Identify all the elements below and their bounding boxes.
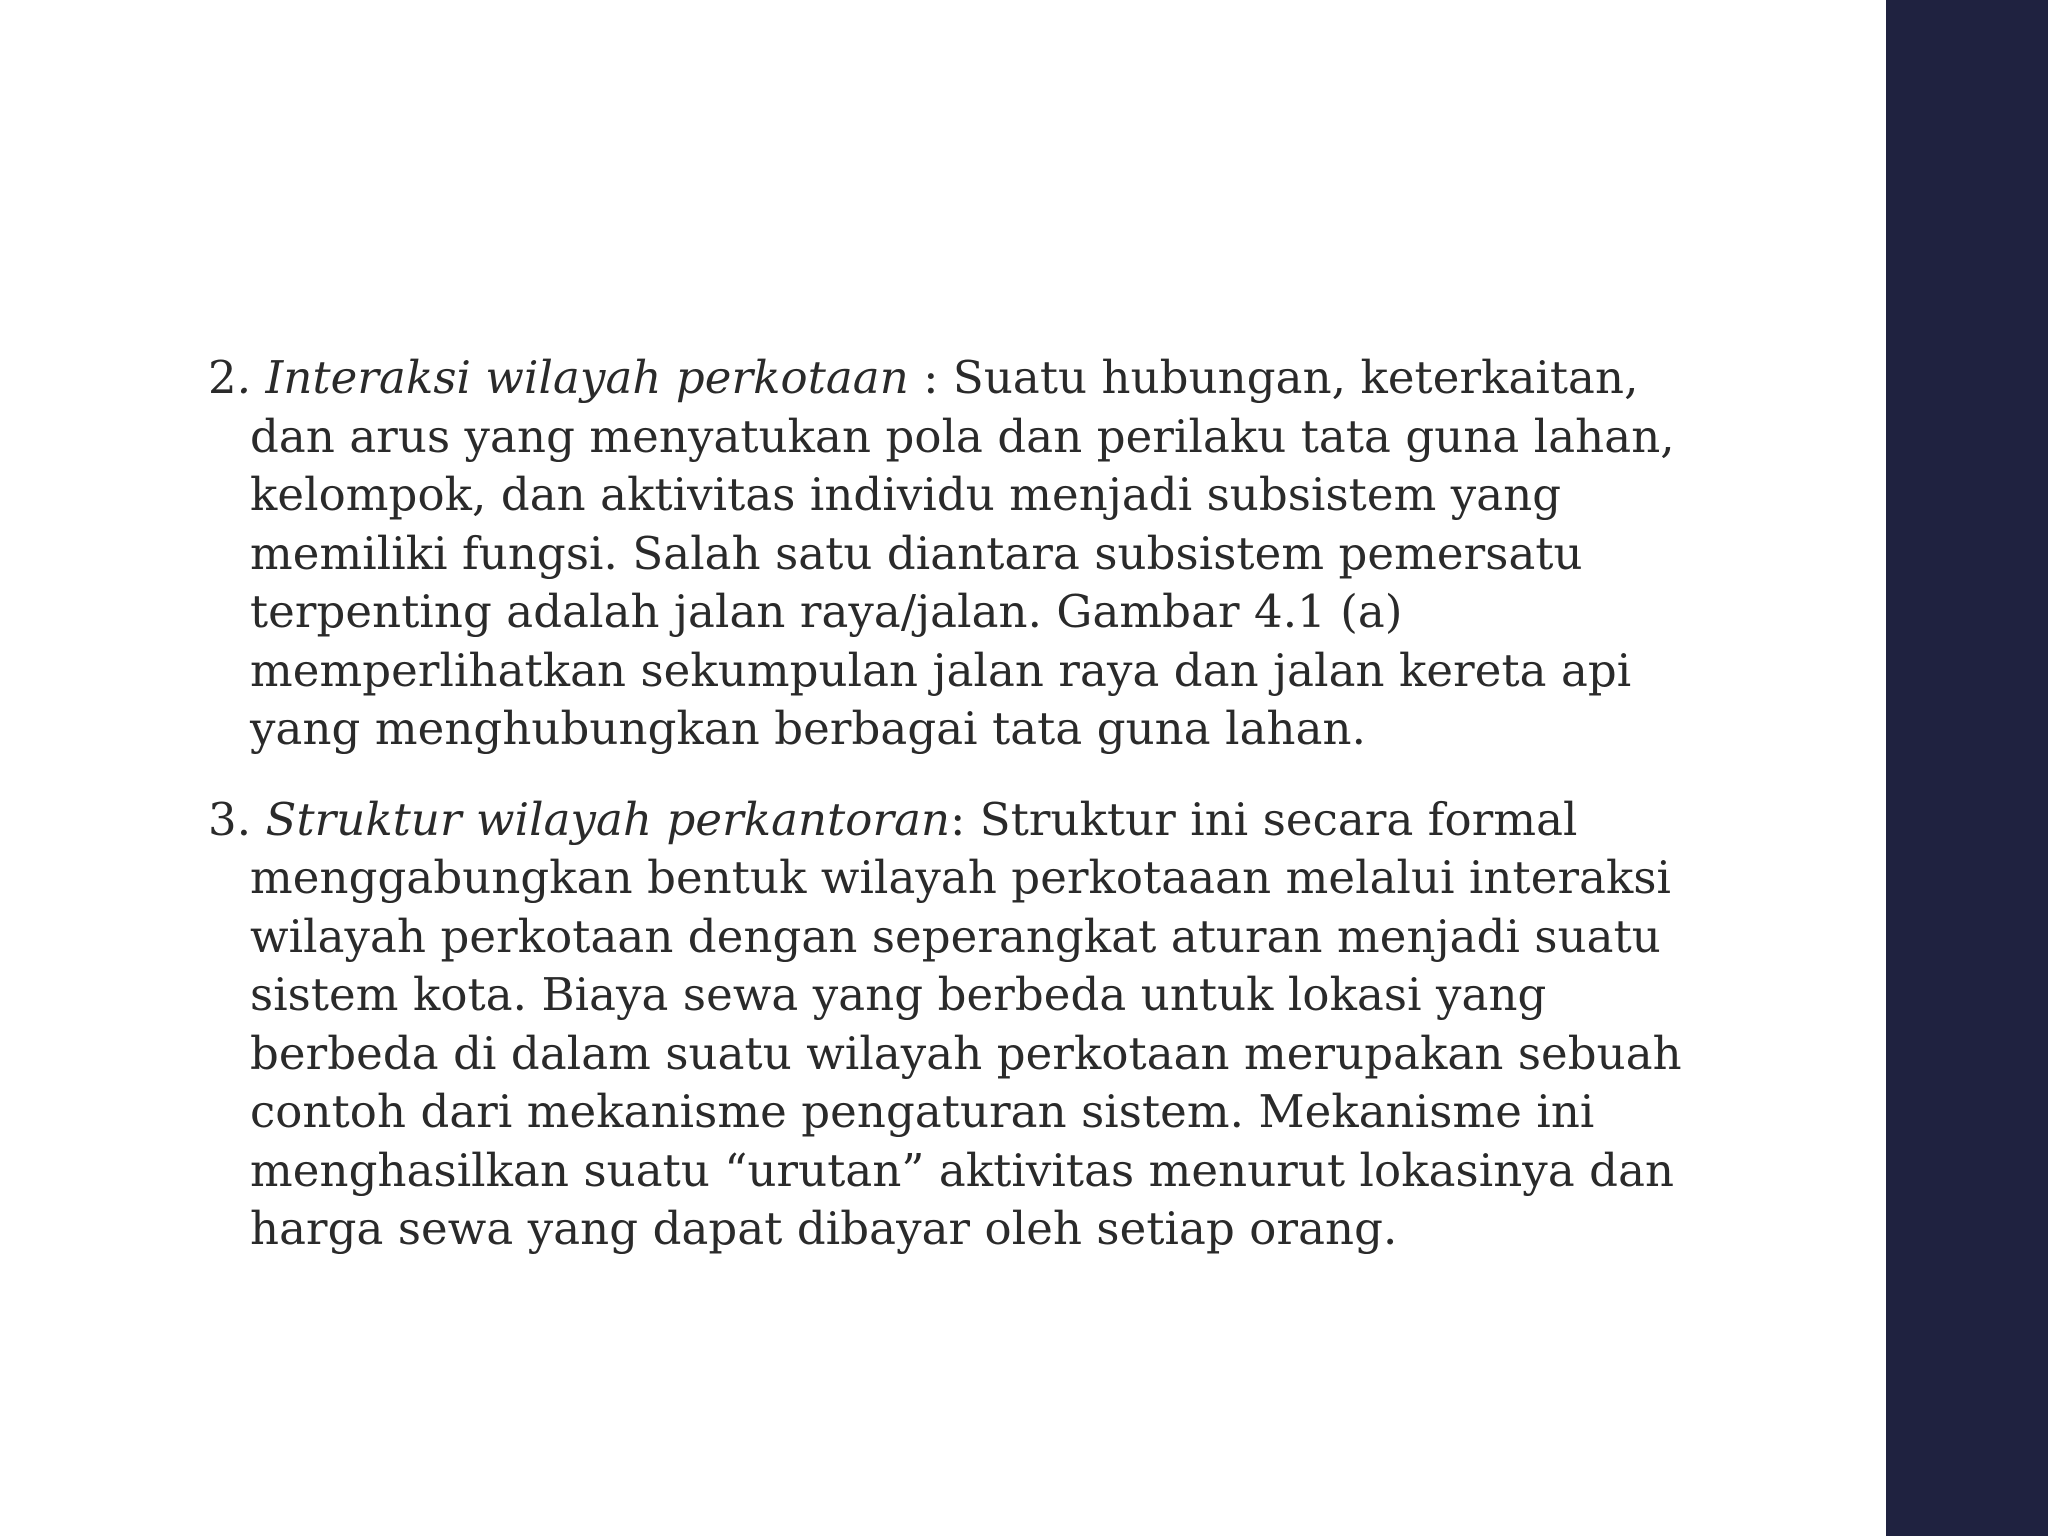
item-text-line: yang menghubungkan berbagai tata guna lahan. [250, 702, 1367, 755]
item-text-line: sistem kota. Biaya sewa yang berbeda untuk lokasi yang [250, 968, 1547, 1021]
list-item-interaksi [208, 349, 1788, 759]
item-number: 2 [208, 351, 237, 404]
item-text-line: wilayah perkotaan dengan seperangkat aturan menjadi suatu [250, 909, 1661, 963]
item-text-line: menggabungkan bentuk wilayah perkotaaan melalui interaksi [250, 851, 1672, 904]
item-number: 3. [208, 792, 266, 846]
item-term: Struktur wilayah perkantoran [265, 792, 951, 846]
item-separator: : [950, 792, 980, 846]
item-text-line: memperlihatkan sekumpulan jalan raya dan jalan kereta api [250, 643, 1632, 697]
item-text-line: menghasilkan suatu “urutan” aktivitas menurut lokasinya dan [250, 1143, 1675, 1197]
item-text-line: dan arus yang menyatukan pola dan perilaku tata guna lahan, [250, 409, 1675, 463]
item-first-line [208, 791, 1788, 850]
item-text-line: Suatu hubungan, keterkaitan, [952, 351, 1639, 404]
item-first-line [208, 349, 1788, 408]
item-text-line: memiliki fungsi. Salah satu diantara subsistem pemersatu [250, 526, 1583, 580]
item-text-line: berbeda di dalam suatu wilayah perkotaan merupakan sebuah [250, 1026, 1682, 1080]
list-item-struktur [208, 791, 1788, 1259]
item-separator: : [908, 351, 953, 404]
item-text-line: Struktur ini secara formal [979, 792, 1578, 846]
item-text-line: terpenting adalah jalan raya/jalan. Gambar 4.1 (a) [250, 585, 1403, 638]
item-text-line: harga sewa yang dapat dibayar oleh setiap orang. [250, 1202, 1398, 1255]
decorative-side-bar [1886, 0, 2048, 1536]
slide-body [208, 349, 1788, 1259]
item-text-line: kelompok, dan aktivitas individu menjadi subsistem yang [250, 468, 1562, 521]
item-text-line: contoh dari mekanisme pengaturan sistem. Mekanisme ini [250, 1085, 1595, 1138]
item-term: . Interaksi wilayah perkotaan [236, 351, 909, 404]
